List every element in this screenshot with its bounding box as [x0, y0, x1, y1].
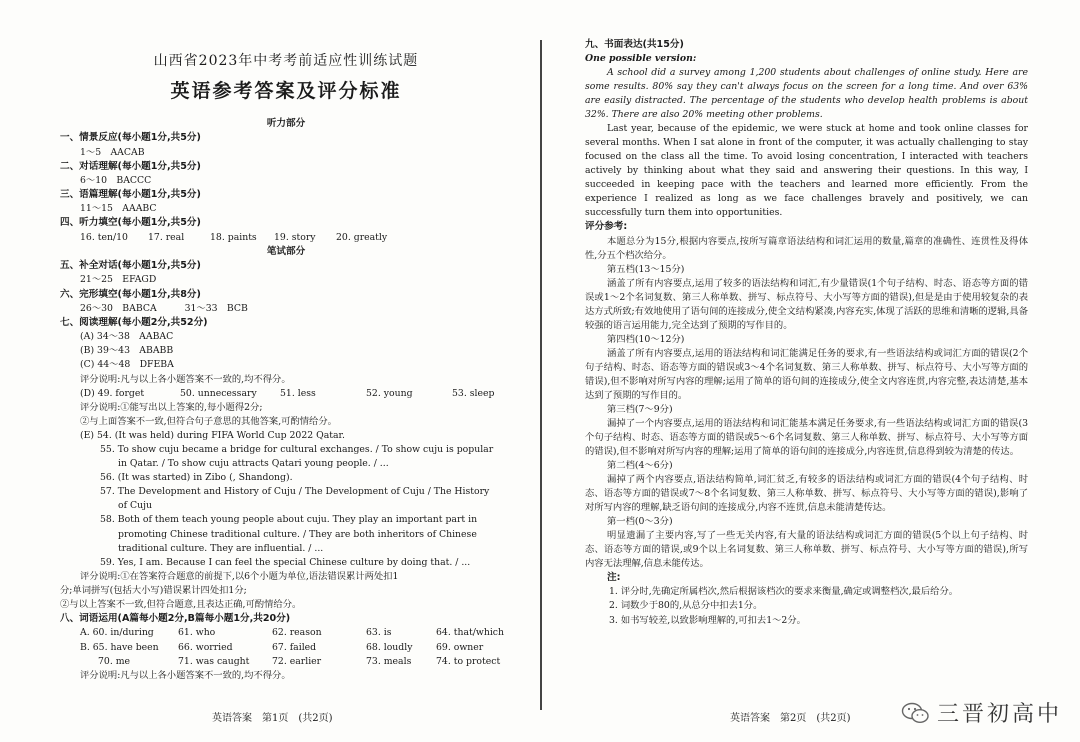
- answer-item: 68. loudly: [366, 641, 413, 653]
- section-7-heading: 七、阅读理解(每小题2分,共52分): [60, 316, 208, 328]
- answer-item: (D) 49. forget: [80, 387, 145, 399]
- grade-5-heading: 第五档(13～15分): [607, 263, 685, 275]
- answer-key-title: 英语参考答案及评分标准: [170, 80, 402, 102]
- grade-1-text: 明显遗漏了主要内容,写了一些无关内容,有大量的语法结构或词汇方面的错误(5个以上句子结构、时态、语态等方面的错误,或9个以上名词复数、第三人称单数、拼写、标点符号、大小写等方面的错误),所写内容无法理解,信息未能传达。: [585, 530, 1028, 570]
- answer-item: 69. owner: [436, 641, 484, 653]
- answer-item: 18. paints: [210, 231, 257, 243]
- grade-5-text: 涵盖了所有内容要点,运用了较多的语法结构和词汇,有少量错误(1个句子结构、时态、语态等方面的错误或1～2个名词复数、第三人称单数、拼写、标点符号、大小写等方面的错误),但是是由于使用较复杂的表达方式所致;有效地使用了语句间的连接成分,使全文结构紧凑,内容充实,体现了活跃的思维和清晰的逻辑,具备较强的语言运用能力,完全达到了预期的写作目的。: [585, 277, 1028, 331]
- answer-item: 63. is: [366, 627, 392, 639]
- grade-3-text: 漏掉了一个内容要点,运用的语法结构和词汇能基本满足任务要求,有一些语法结构或词汇方面的错误(3个句子结构、时态、语态等方面的错误或5～6个名词复数、第三人称单数、拼写、标点符号、大小写等方面的错误),但不影响对所写内容的理解;运用了简单的语句间的连接成分,内容连贯,信息得到较为清楚的传达。: [585, 417, 1028, 457]
- section-9-heading: 九、书面表达(共15分): [585, 39, 684, 50]
- part-b-answers: (B) 39～43 ABABB: [80, 345, 174, 357]
- section-2-heading: 二、对话理解(每小题1分,共5分): [60, 160, 201, 172]
- essay-paragraph-2: Last year, because of the epidemic, we were stuck at home and took online classes for several months. When I sat alone in front of the computer, it was actually challenging to stay focused on the class all the time. To avoid losing concentration, I interacted with teachers actively by thinking about what they said and answering their questions. In this way, I succeeded in keeping pace with the teachers and learned more efficiently. From the experience I realized as long as we face challenges bravely and positively, we can successfully turn them into opportunities.: [585, 123, 1028, 219]
- page-footer: 英语答案 第2页 (共2页): [730, 713, 851, 724]
- answer-item: 71. was caught: [178, 655, 250, 667]
- section-6-heading: 六、完形填空(每小题1分,共8分): [60, 288, 201, 300]
- answer-item: A. 60. in/during: [80, 627, 154, 639]
- scoring-note: ②与上面答案不一致,但符合句子意思的其他答案,可酌情给分。: [80, 415, 337, 427]
- scoring-note: 评分说明:①能写出以上答案的,每小题得2分;: [80, 401, 263, 413]
- scoring-note: 评分说明:凡与以上各小题答案不一致的,均不得分。: [80, 373, 291, 385]
- answer-item: 66. worried: [178, 641, 233, 653]
- grade-2-heading: 第二档(4～6分): [607, 459, 673, 471]
- writing-header: 笔试部分: [266, 245, 306, 257]
- watermark: [901, 697, 1062, 728]
- answer-56: 56. (It was started) in Zibo (, Shandong).: [100, 472, 293, 484]
- notes-label: 注:: [607, 572, 621, 584]
- page-2: [540, 0, 1080, 742]
- essay-paragraph-1: A school did a survey among 1,200 students about challenges of online study. Here are some results. 80% say they can't always focus on the screen for a long time. And over 63% are easily distracted. The percentage of the students who develop health problems is about 32%. There are also 20% meeting other problems.: [585, 67, 1028, 121]
- answer-item: 61. who: [178, 627, 216, 639]
- grade-4-text: 涵盖了所有内容要点,运用的语法结构和词汇能满足任务的要求,有一些语法结构或词汇方面的错误(2个句子结构、时态、语态等方面的错误或3～4个名词复数、第三人称单数、拼写、标点符号、大小写等方面的错误),但不影响对所写内容的理解;运用了简单的语句间的连接成分,使全文内容连贯,内容完整,表达清楚,基本达到了预期的写作目的。: [585, 347, 1028, 401]
- answer-item: 16. ten/10: [80, 231, 128, 243]
- answer-58-cont: promoting Chinese traditional culture. / They are both inheritors of Chinese: [118, 528, 477, 540]
- scoring-note: ②与以上答案不一致,但符合题意,且表达正确,可酌情给分。: [60, 599, 302, 611]
- scoring-note: 评分说明:①在答案符合题意的前提下,以6个小题为单位,语法错误累计两处扣1: [80, 570, 399, 582]
- answer-58: 58. Both of them teach young people about cuju. They play an important part in: [100, 514, 478, 526]
- grade-1-heading: 第一档(0～3分): [607, 516, 673, 528]
- answer-59: 59. Yes, I am. Because I can feel the special Chinese culture by doing that. / ...: [100, 556, 471, 568]
- answer-item: 67. failed: [272, 641, 317, 653]
- section-5-answers: 21～25 EFAGD: [80, 274, 157, 286]
- grade-3-heading: 第三档(7～9分): [607, 403, 673, 415]
- answer-item: 72. earlier: [272, 655, 322, 667]
- part-e-heading: (E) 54. (It was held) during FIFA World Cup 2022 Qatar.: [80, 429, 345, 441]
- scoring-intro: 本题总分为15分,根据内容要点,按所写篇章语法结构和词汇运用的数量,篇章的准确性、连贯性及得体性,分五个档次给分。: [585, 235, 1028, 261]
- part-d-answers: [60, 387, 512, 401]
- scoring-note: 分;单词拼写(包括大小写)错误累计四处扣1分;: [60, 584, 247, 596]
- answer-item: 20. greatly: [336, 231, 388, 243]
- note-item: 1. 评分时,先确定所属档次,然后根据该档次的要求来衡量,确定或调整档次,最后给分。: [609, 586, 959, 598]
- grade-2-text: 漏掉了两个内容要点,语法结构简单,词汇贫乏,有较多的语法结构或词汇方面的错误(4个句子结构、时态、语态等方面的错误或7～8个名词复数、第三人称单数、拼写、标点符号、大小写等方面的错误),影响了对所写内容的理解,缺乏语句间的连接成分,内容不连贯,信息未能清楚传达。: [585, 474, 1028, 514]
- answer-55-cont: in Qatar. / To show cuju attracts Qatari young people. / ...: [118, 458, 389, 470]
- section-4-answers: [60, 231, 512, 245]
- section-1-heading: 一、情景反应(每小题1分,共5分): [60, 132, 201, 144]
- section-2-answers: 6～10 BACCC: [80, 174, 152, 186]
- section-8-row: [60, 655, 512, 669]
- section-8-row: [60, 641, 512, 655]
- note-item: 2. 词数少于80的,从总分中扣去1分。: [609, 600, 763, 612]
- page-footer: 英语答案 第1页 (共2页): [212, 713, 333, 724]
- section-3-heading: 三、语篇理解(每小题1分,共5分): [60, 189, 201, 201]
- scoring-note: 评分说明:凡与以上各小题答案不一致的,均不得分。: [80, 669, 291, 681]
- wechat-icon: [901, 701, 931, 725]
- watermark-text: 三晋初高中: [936, 702, 1062, 727]
- listening-header: 听力部分: [266, 118, 306, 129]
- answer-55: 55. To show cuju became a bridge for cultural exchanges. / To show cuju is popular: [100, 443, 494, 455]
- section-8-row: [60, 626, 512, 640]
- answer-item: 53. sleep: [452, 387, 495, 399]
- part-a-answers: (A) 34～38 AABAC: [80, 331, 174, 343]
- exam-title: 山西省2023年中考考前适应性训练试题: [153, 53, 419, 69]
- answer-item: B. 65. have been: [80, 641, 159, 653]
- section-5-heading: 五、补全对话(每小题1分,共5分): [60, 260, 201, 272]
- answer-item: 62. reason: [272, 627, 322, 639]
- answer-57-cont: of Cuju: [118, 500, 152, 512]
- version-label: One possible version:: [585, 53, 697, 65]
- section-4-heading: 四、听力填空(每小题1分,共5分): [60, 217, 201, 229]
- answer-item: 51. less: [280, 387, 316, 399]
- answer-item: 74. to protect: [436, 655, 501, 667]
- note-item: 3. 如书写较差,以致影响理解的,可扣去1～2分。: [609, 614, 806, 626]
- answer-item: 19. story: [274, 231, 316, 243]
- answer-item: 52. young: [366, 387, 413, 399]
- section-3-answers: 11～15 AAABC: [80, 203, 157, 215]
- answer-item: 50. unnecessary: [180, 387, 257, 399]
- grade-4-heading: 第四档(10～12分): [607, 333, 685, 345]
- section-6-answers: 26～30 BABCA 31～33 BCB: [80, 302, 248, 314]
- answer-item: 17. real: [148, 231, 185, 243]
- scoring-reference-label: 评分参考:: [585, 221, 628, 233]
- answer-item: 73. meals: [366, 655, 412, 667]
- section-8-heading: 八、词语运用(A篇每小题2分,B篇每小题1分,共20分): [60, 613, 291, 625]
- part-c-answers: (C) 44～48 DFEBA: [80, 359, 174, 371]
- answer-item: 64. that/which: [436, 627, 504, 639]
- answer-item: 70. me: [98, 655, 131, 667]
- answer-57: 57. The Development and History of Cuju / The Development of Cuju / The History: [100, 486, 490, 498]
- section-1-answers: 1～5 AACAB: [80, 146, 145, 158]
- answer-58-cont: traditional culture. They are influential. / ...: [118, 542, 324, 554]
